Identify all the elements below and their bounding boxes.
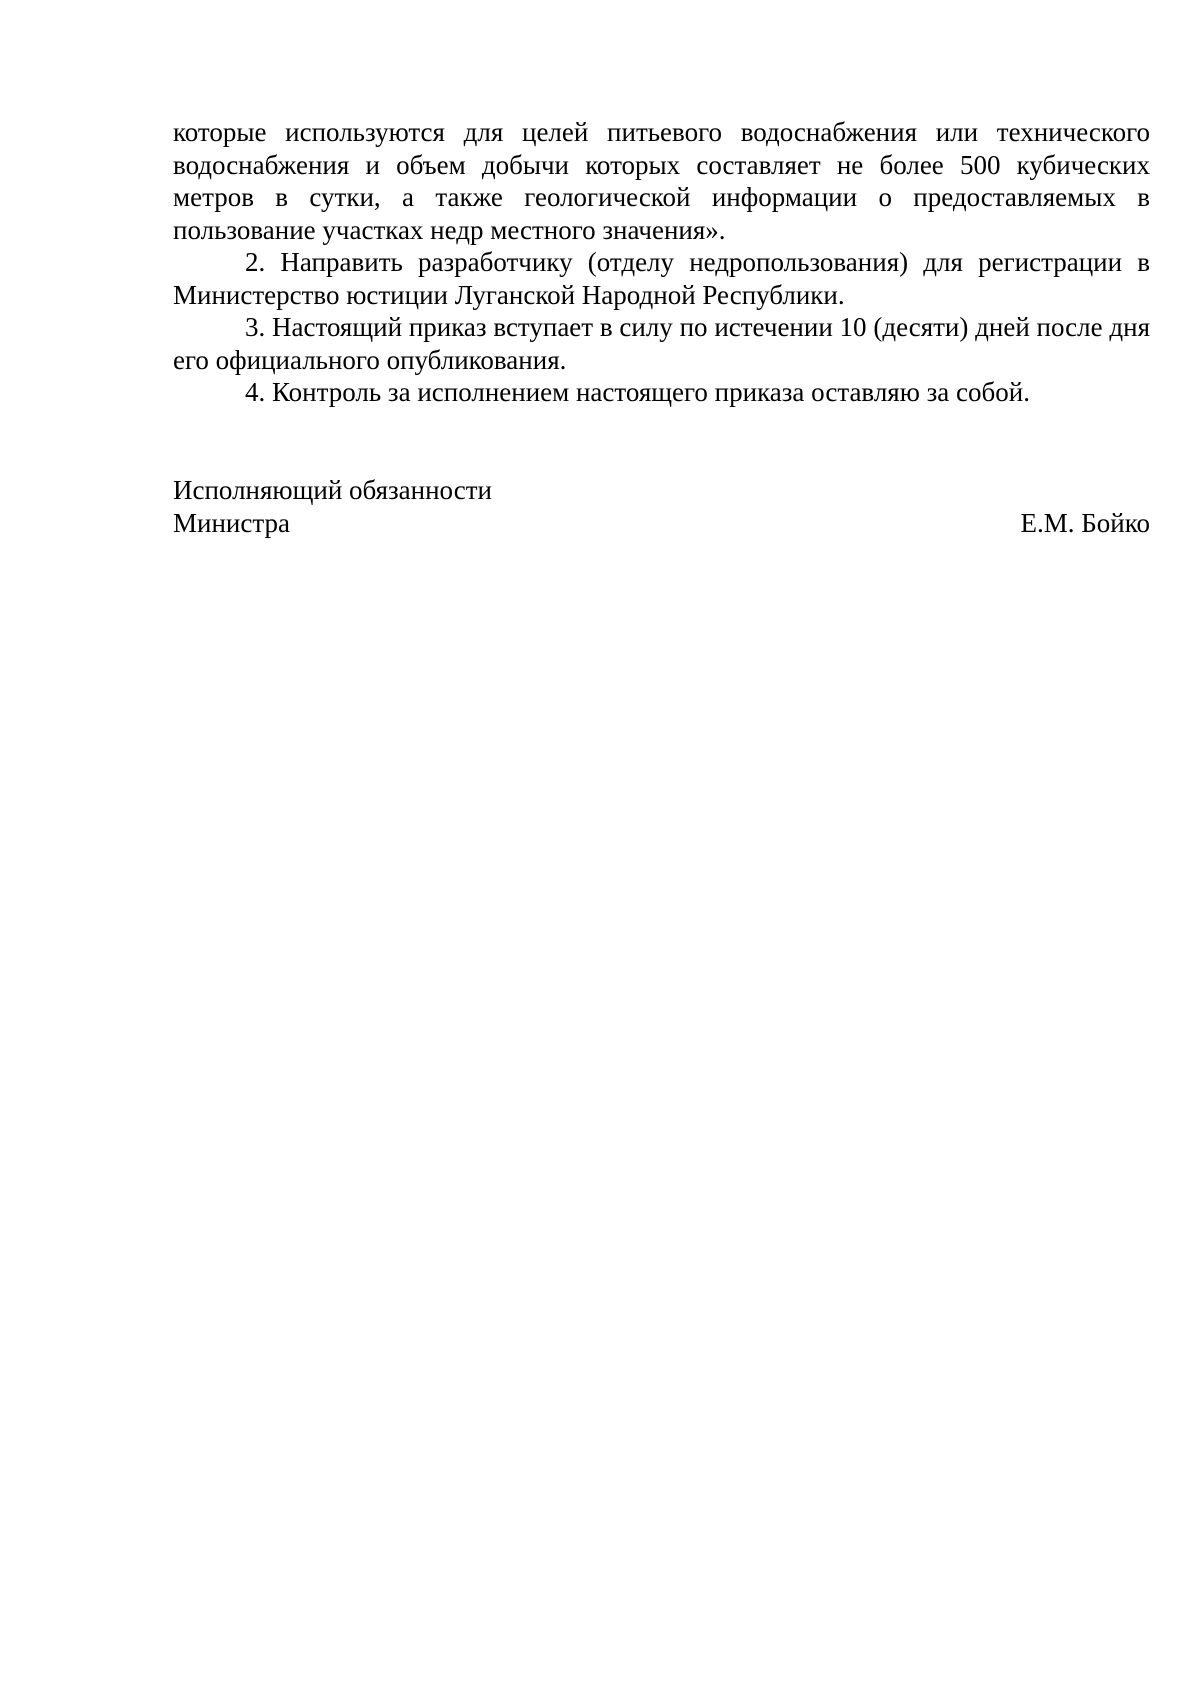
signatory-position-line1: Исполняющий обязанности [173,475,492,505]
document-body [173,116,1150,409]
signatory-position-line2: Министра [173,507,290,538]
paragraph-item-2: 2. Направить разработчику (отделу недропользования) для регистрации в Министерство юстиции Луганской Народной Республики. [173,247,1150,310]
signature-block [173,474,1150,539]
signature-line [173,507,1150,540]
signatory-name: Е.М. Бойко [1020,507,1150,538]
paragraph-item-3: 3. Настоящий приказ вступает в силу по истечении 10 (десяти) дней после дня его официального опубликования. [173,312,1150,375]
paragraph-continuation: которые используются для целей питьевого водоснабжения или технического водоснабжения и объем добычи которых составляет не более 500 кубических метров в сутки, а также геологической информации о предоставляемых в пользование участках недр местного значения». [173,117,1150,245]
paragraph-item-4: 4. Контроль за исполнением настоящего приказа оставляю за собой. [245,377,1030,407]
